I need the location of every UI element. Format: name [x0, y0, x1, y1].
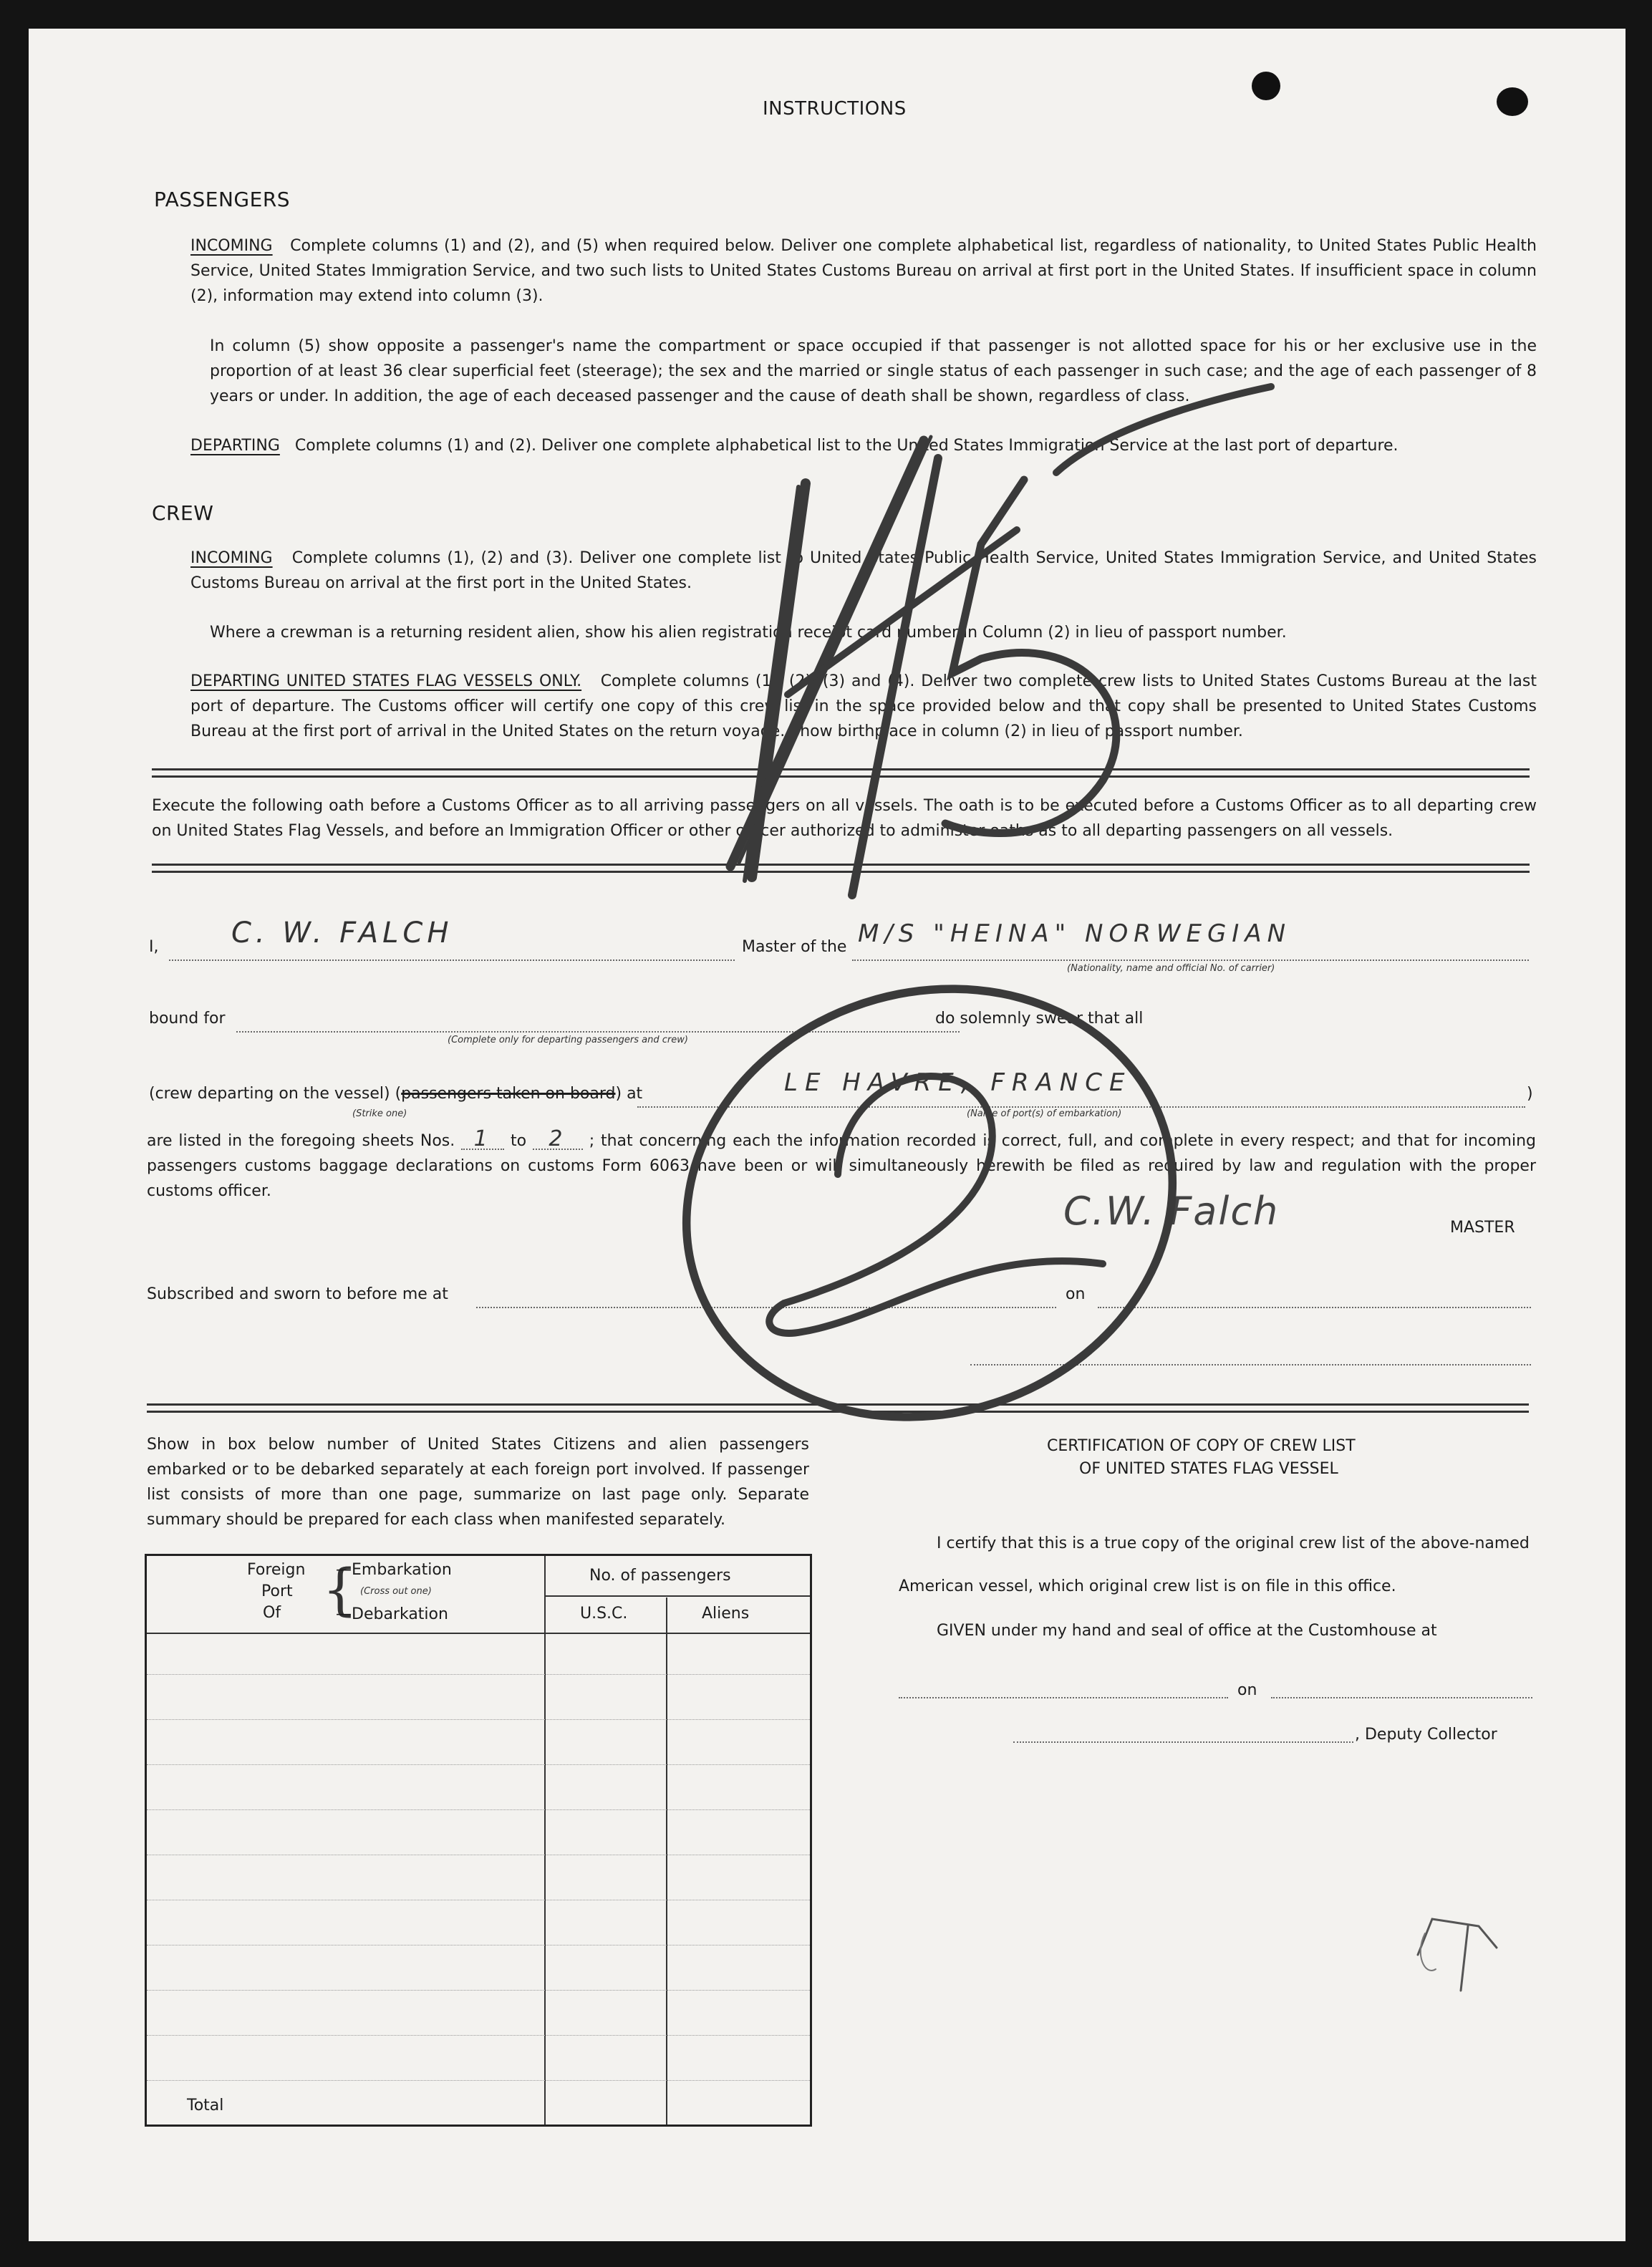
punch-hole [1252, 72, 1280, 100]
crew-departing-paragraph [190, 669, 1537, 744]
divider [152, 768, 1530, 778]
deputy-collector-label: , Deputy Collector [1355, 1726, 1497, 1744]
crew-departing-text: Complete columns (1), (2), (3) and (4). Deliver two complete crew lists to United States Customs Bureau at the last port of departure. The Customs officer will certify one copy of this crew list in the space provided below and that copy shall be presented to United States Customs Bureau at the first port of arrival in the United States on the return voyage. Show birthplace in column (2) in lieu of passport number. [190, 672, 1537, 740]
listed-label: are listed in the foregoing sheets Nos. [147, 1132, 455, 1150]
document-page [29, 29, 1626, 2241]
divider [152, 864, 1530, 873]
crew-incoming-text: Complete columns (1), (2) and (3). Deliver one complete list to United States Public Health Service, United States Immigration Service, and United States Customs Bureau on arrival at the first port in the United States. [190, 549, 1537, 592]
passengers-incoming-paragraph [190, 233, 1537, 309]
vessel-note: (Nationality, name and official No. of carrier) [1067, 963, 1275, 974]
listed-text: ; that concerning each the information recorded is correct, full, and complete in every respect; and that for incoming passengers customs baggage declarations on customs Form 6063 have been or will simultaneously herewith be filed as required by law and regulation with the proper customs officer. [147, 1132, 1536, 1200]
header-subrule [544, 1595, 810, 1597]
col-divider [544, 1556, 546, 2125]
strike-note: (Strike one) [352, 1108, 407, 1119]
header-rule [147, 1633, 810, 1634]
to-label: to [510, 1132, 527, 1150]
table-row [147, 2035, 810, 2036]
passengers-departing-text: Complete columns (1) and (2). Deliver one complete alphabetical list to the United States Immigration Service at the last port of departure. [294, 437, 1399, 455]
subscribed-label: Subscribed and sworn to before me at [147, 1285, 448, 1303]
master-of-label: Master of the [742, 938, 847, 956]
cross-out-note: (Cross out one) [360, 1586, 432, 1597]
crew-incoming-paragraph [190, 546, 1537, 596]
master-label: MASTER [1450, 1219, 1515, 1237]
table-row [147, 2080, 810, 2081]
no-passengers-label: No. of passengers [589, 1567, 731, 1585]
usc-label: U.S.C. [580, 1605, 628, 1623]
divider [147, 1403, 1529, 1413]
aliens-label: Aliens [702, 1605, 750, 1623]
table-row [147, 1719, 810, 1720]
port-label: Port [261, 1582, 293, 1600]
oath-instruction: Execute the following oath before a Customs Officer as to all arriving passengers on all vessels. The oath is to be executed before a Customs Officer as to all departing crew on United States Flag Vessels, and before an Immigration Officer or other officer authorized to administer oaths as to all departing passengers on all vessels. [152, 797, 1537, 840]
certification-line-1: I certify that this is a true copy of the original crew list of the above-named [937, 1534, 1530, 1552]
officer-line [970, 1364, 1531, 1365]
foreign-label: Foreign [247, 1561, 306, 1579]
passenger-summary-table [145, 1554, 812, 2127]
close-paren: ) [1527, 1085, 1533, 1103]
passengers-departing-paragraph [190, 433, 1537, 458]
swear-text: do solemnly swear that all [935, 1010, 1144, 1028]
crew-departing-line [149, 1081, 642, 1106]
summary-instruction: Show in box below number of United States Citizens and alien passengers embarked or to be debarked separately at each foreign port involved. If passenger list consists of more than one page, summarize on last page only. Separate summary should be prepared for each class when manifested separately. [147, 1436, 809, 1529]
certification-title-1: CERTIFICATION OF COPY OF CREW LIST [1047, 1437, 1356, 1455]
passengers-incoming-text2: In column (5) show opposite a passenger's name the compartment or space occupied if that passenger is not allotted space for his or her exclusive use in the proportion of at least 36 clear superficial feet (steerage); the sex and the married or single status of each passenger in such case; and the age of each passenger of 8 years or under. In addition, the age of each deceased passenger and the cause of death shall be shown, regardless of class. [210, 337, 1537, 405]
oath-i-label: I, [149, 938, 159, 956]
deputy-line [1013, 1741, 1353, 1743]
certification-date-line [1271, 1697, 1532, 1698]
bound-for-line [236, 1031, 960, 1033]
debarkation-label: —Debarkation [336, 1605, 448, 1623]
port-note: (Name of port(s) of embarkation) [967, 1108, 1122, 1119]
master-name-line [169, 960, 735, 961]
close-paren-inline: ) [615, 1085, 627, 1103]
total-label: Total [187, 2097, 224, 2114]
subscribed-on-label: on [1066, 1285, 1086, 1303]
certification-on-label: on [1237, 1681, 1257, 1699]
listed-paragraph [147, 1128, 1536, 1204]
customhouse-line [899, 1697, 1228, 1698]
subscribed-line [476, 1307, 1056, 1308]
subscribed-date-line [1098, 1307, 1531, 1308]
table-row [147, 1990, 810, 1991]
at-label: at [627, 1085, 643, 1103]
embarkation-label: —Embarkation [336, 1561, 452, 1579]
table-row [147, 1764, 810, 1765]
crew-departing-option: (crew departing on the vessel) ( [149, 1085, 402, 1103]
certification-line-3: GIVEN under my hand and seal of office at the Customhouse at [937, 1622, 1437, 1640]
punch-hole [1497, 87, 1528, 116]
master-signature: C.W. Falch [1063, 1189, 1280, 1234]
passengers-struck-option: passengers taken on board [401, 1085, 616, 1103]
passengers-incoming-text: Complete columns (1) and (2), and (5) when required below. Deliver one complete alphabetical list, regardless of nationality, to United States Public Health Service, United States Immigration Service, and two such lists to United States Customs Bureau on arrival at first port in the United States. If insufficient space in column (2), information may extend into column (3). [190, 237, 1537, 305]
passengers-departing-label: DEPARTING [190, 437, 280, 455]
table-row [147, 1809, 810, 1810]
master-name: C. W. FALCH [231, 917, 453, 949]
crew-incoming-label: INCOMING [190, 549, 273, 567]
passengers-heading: PASSENGERS [154, 188, 291, 211]
port-line [637, 1106, 1525, 1108]
bound-for-note: (Complete only for departing passengers and crew) [448, 1035, 688, 1045]
vessel-name: M/S "HEINA" NORWEGIAN [858, 919, 1292, 948]
crew-alien-text: Where a crewman is a returning resident alien, show his alien registration receipt card number in Column (2) in lieu of passport number. [210, 624, 1287, 642]
table-row [147, 1674, 810, 1675]
certification-line-2: American vessel, which original crew list is on file in this office. [899, 1577, 1396, 1595]
of-label: Of [263, 1604, 281, 1622]
vessel-line [852, 960, 1529, 961]
certification-title-2: OF UNITED STATES FLAG VESSEL [1079, 1460, 1338, 1478]
bound-for-label: bound for [149, 1010, 226, 1028]
sheet-to: 2 [533, 1130, 583, 1150]
passengers-incoming-label: INCOMING [190, 237, 273, 255]
sheet-from: 1 [461, 1130, 504, 1150]
instructions-title: INSTRUCTIONS [763, 98, 907, 120]
brace: { [322, 1558, 358, 1623]
port-name: LE HAVRE, FRANCE [784, 1068, 1132, 1097]
col-divider-aliens [666, 1597, 667, 2125]
crew-departing-label: DEPARTING UNITED STATES FLAG VESSELS ONLY. [190, 672, 582, 690]
crew-heading: CREW [152, 501, 214, 525]
